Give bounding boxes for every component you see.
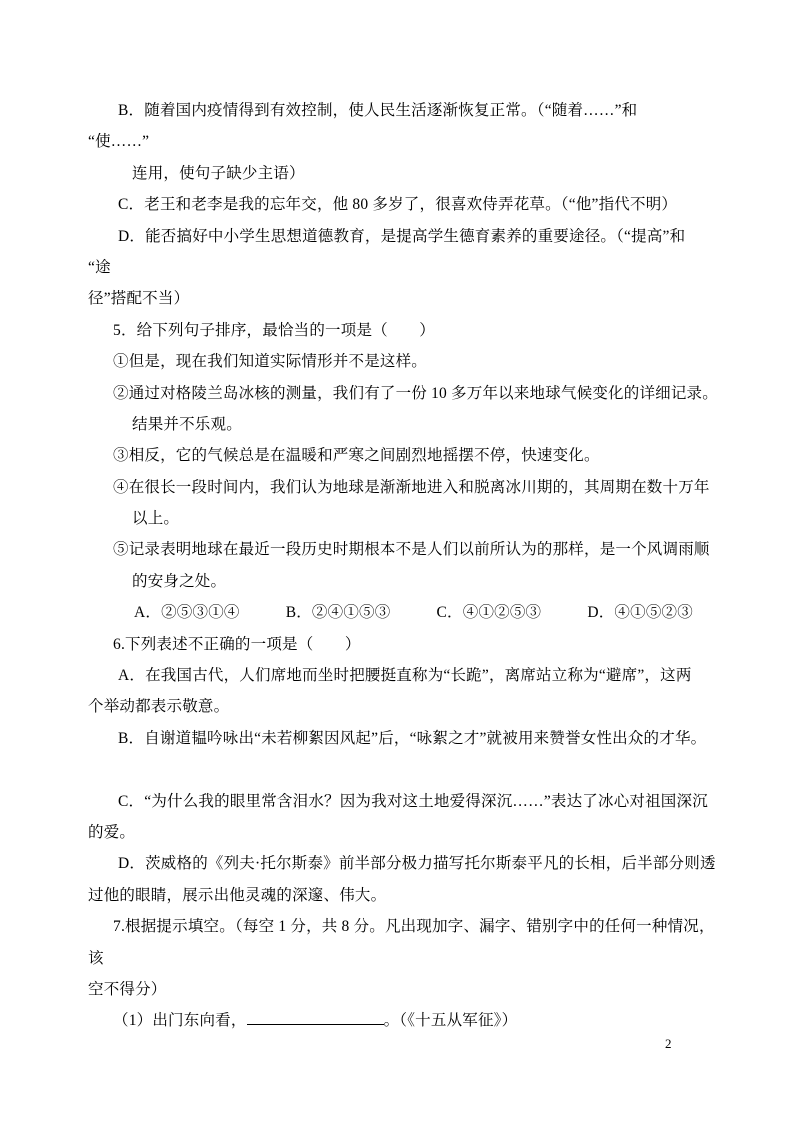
q7-stem-line1: 7.根据提示填空。（每空 1 分，共 8 分。凡出现加字、漏字、错别字中的任何一种情况， [113, 918, 715, 936]
q5-sentence-5: ⑤记录表明地球在最近一段历史时期根本不是人们以前所认为的那样，是一个风调雨顺 [113, 541, 710, 559]
q4-option-b-line1: B．随着国内疫情得到有效控制，使人民生活逐渐恢复正常。（“随着……”和 [118, 102, 638, 119]
q7-stem-line3: 空不得分） [88, 980, 167, 998]
page-number: 2 [665, 1036, 672, 1051]
q6-option-a-line2: 个举动都表示敬意。 [88, 698, 230, 716]
q6-option-d-line2: 过他的眼睛，展示出他灵魂的深邃、伟大。 [88, 886, 387, 904]
q4-option-c: C．老王和老李是我的忘年交，他 80 多岁了，很喜欢侍弄花草。（“他”指代不明） [118, 196, 678, 214]
q5-answer-option-c: C．④①②⑤③ [436, 604, 542, 622]
q5-sentence-3: ③相反，它的气候总是在温暖和严寒之间剧烈地摇摆不停，快速变化。 [113, 447, 600, 465]
q5-sentence-2-cont: 结果并不乐观。 [132, 415, 242, 433]
q5-answer-option-a: A．②⑤③①④ [134, 604, 240, 622]
q6-option-d-line1: D．茨威格的《列夫·托尔斯泰》前半部分极力描写托尔斯泰平凡的长相，后半部分则透 [118, 855, 716, 873]
q5-answer-option-b: B．②④①⑤③ [285, 604, 391, 622]
q4-option-d-line2: “途 [88, 258, 111, 276]
q6-option-a-line1: A．在我国古代，人们席地而坐时把腰挺直称为“长跪”，离席站立称为“避席”，这两 [118, 667, 692, 685]
q6-option-c-line2: 的爱。 [88, 823, 136, 841]
q5-sentence-4-cont: 以上。 [132, 510, 180, 528]
q5-sentence-4: ④在很长一段时间内，我们认为地球是渐渐地进入和脱离冰川期的，其周期在数十万年 [113, 478, 710, 496]
q5-sentence-2: ②通过对格陵兰岛冰核的测量，我们有了一份 10 多万年以来地球气候变化的详细记录。 [113, 384, 718, 402]
q5-answer-options-row [88, 597, 764, 628]
q7-stem-line2: 该 [88, 949, 104, 967]
q7-fill-blank-1-prefix: （1）出门东向看， [113, 1012, 247, 1030]
answer-blank-underline [247, 1008, 384, 1025]
q4-option-b-line2: “使……” [88, 133, 150, 151]
q5-stem: 5．给下列句子排序，最恰当的一项是（ ） [113, 321, 435, 339]
q4-option-d-line1: D．能否搞好中小学生思想道德教育，是提高学生德育素养的重要途径。（“提高”和 [118, 227, 686, 245]
q4-option-b-line3: 连用，使句子缺少主语） [132, 164, 305, 182]
blank-line [88, 754, 764, 785]
q5-sentence-5-cont: 的安身之处。 [132, 572, 227, 590]
q4-option-d-line3: 径”搭配不当） [88, 290, 190, 308]
q6-stem: 6.下列表述不正确的一项是（ ） [113, 635, 361, 653]
q7-fill-blank-1 [88, 1005, 764, 1036]
q5-sentence-1: ①但是，现在我们知道实际情形并不是这样。 [113, 353, 428, 371]
q6-option-b: B．自谢道韫吟咏出“未若柳絮因风起”后，“咏絮之才”就被用来赞誉女性出众的才华。 [118, 729, 707, 747]
q7-fill-blank-1-suffix: 。（《十五从军征》） [383, 1012, 518, 1030]
q6-option-c-line1: C．“为什么我的眼里常含泪水？因为我对这土地爱得深沉……”表达了冰心对祖国深沉 [118, 792, 708, 810]
q5-answer-option-d: D．④①⑤②③ [587, 604, 693, 622]
